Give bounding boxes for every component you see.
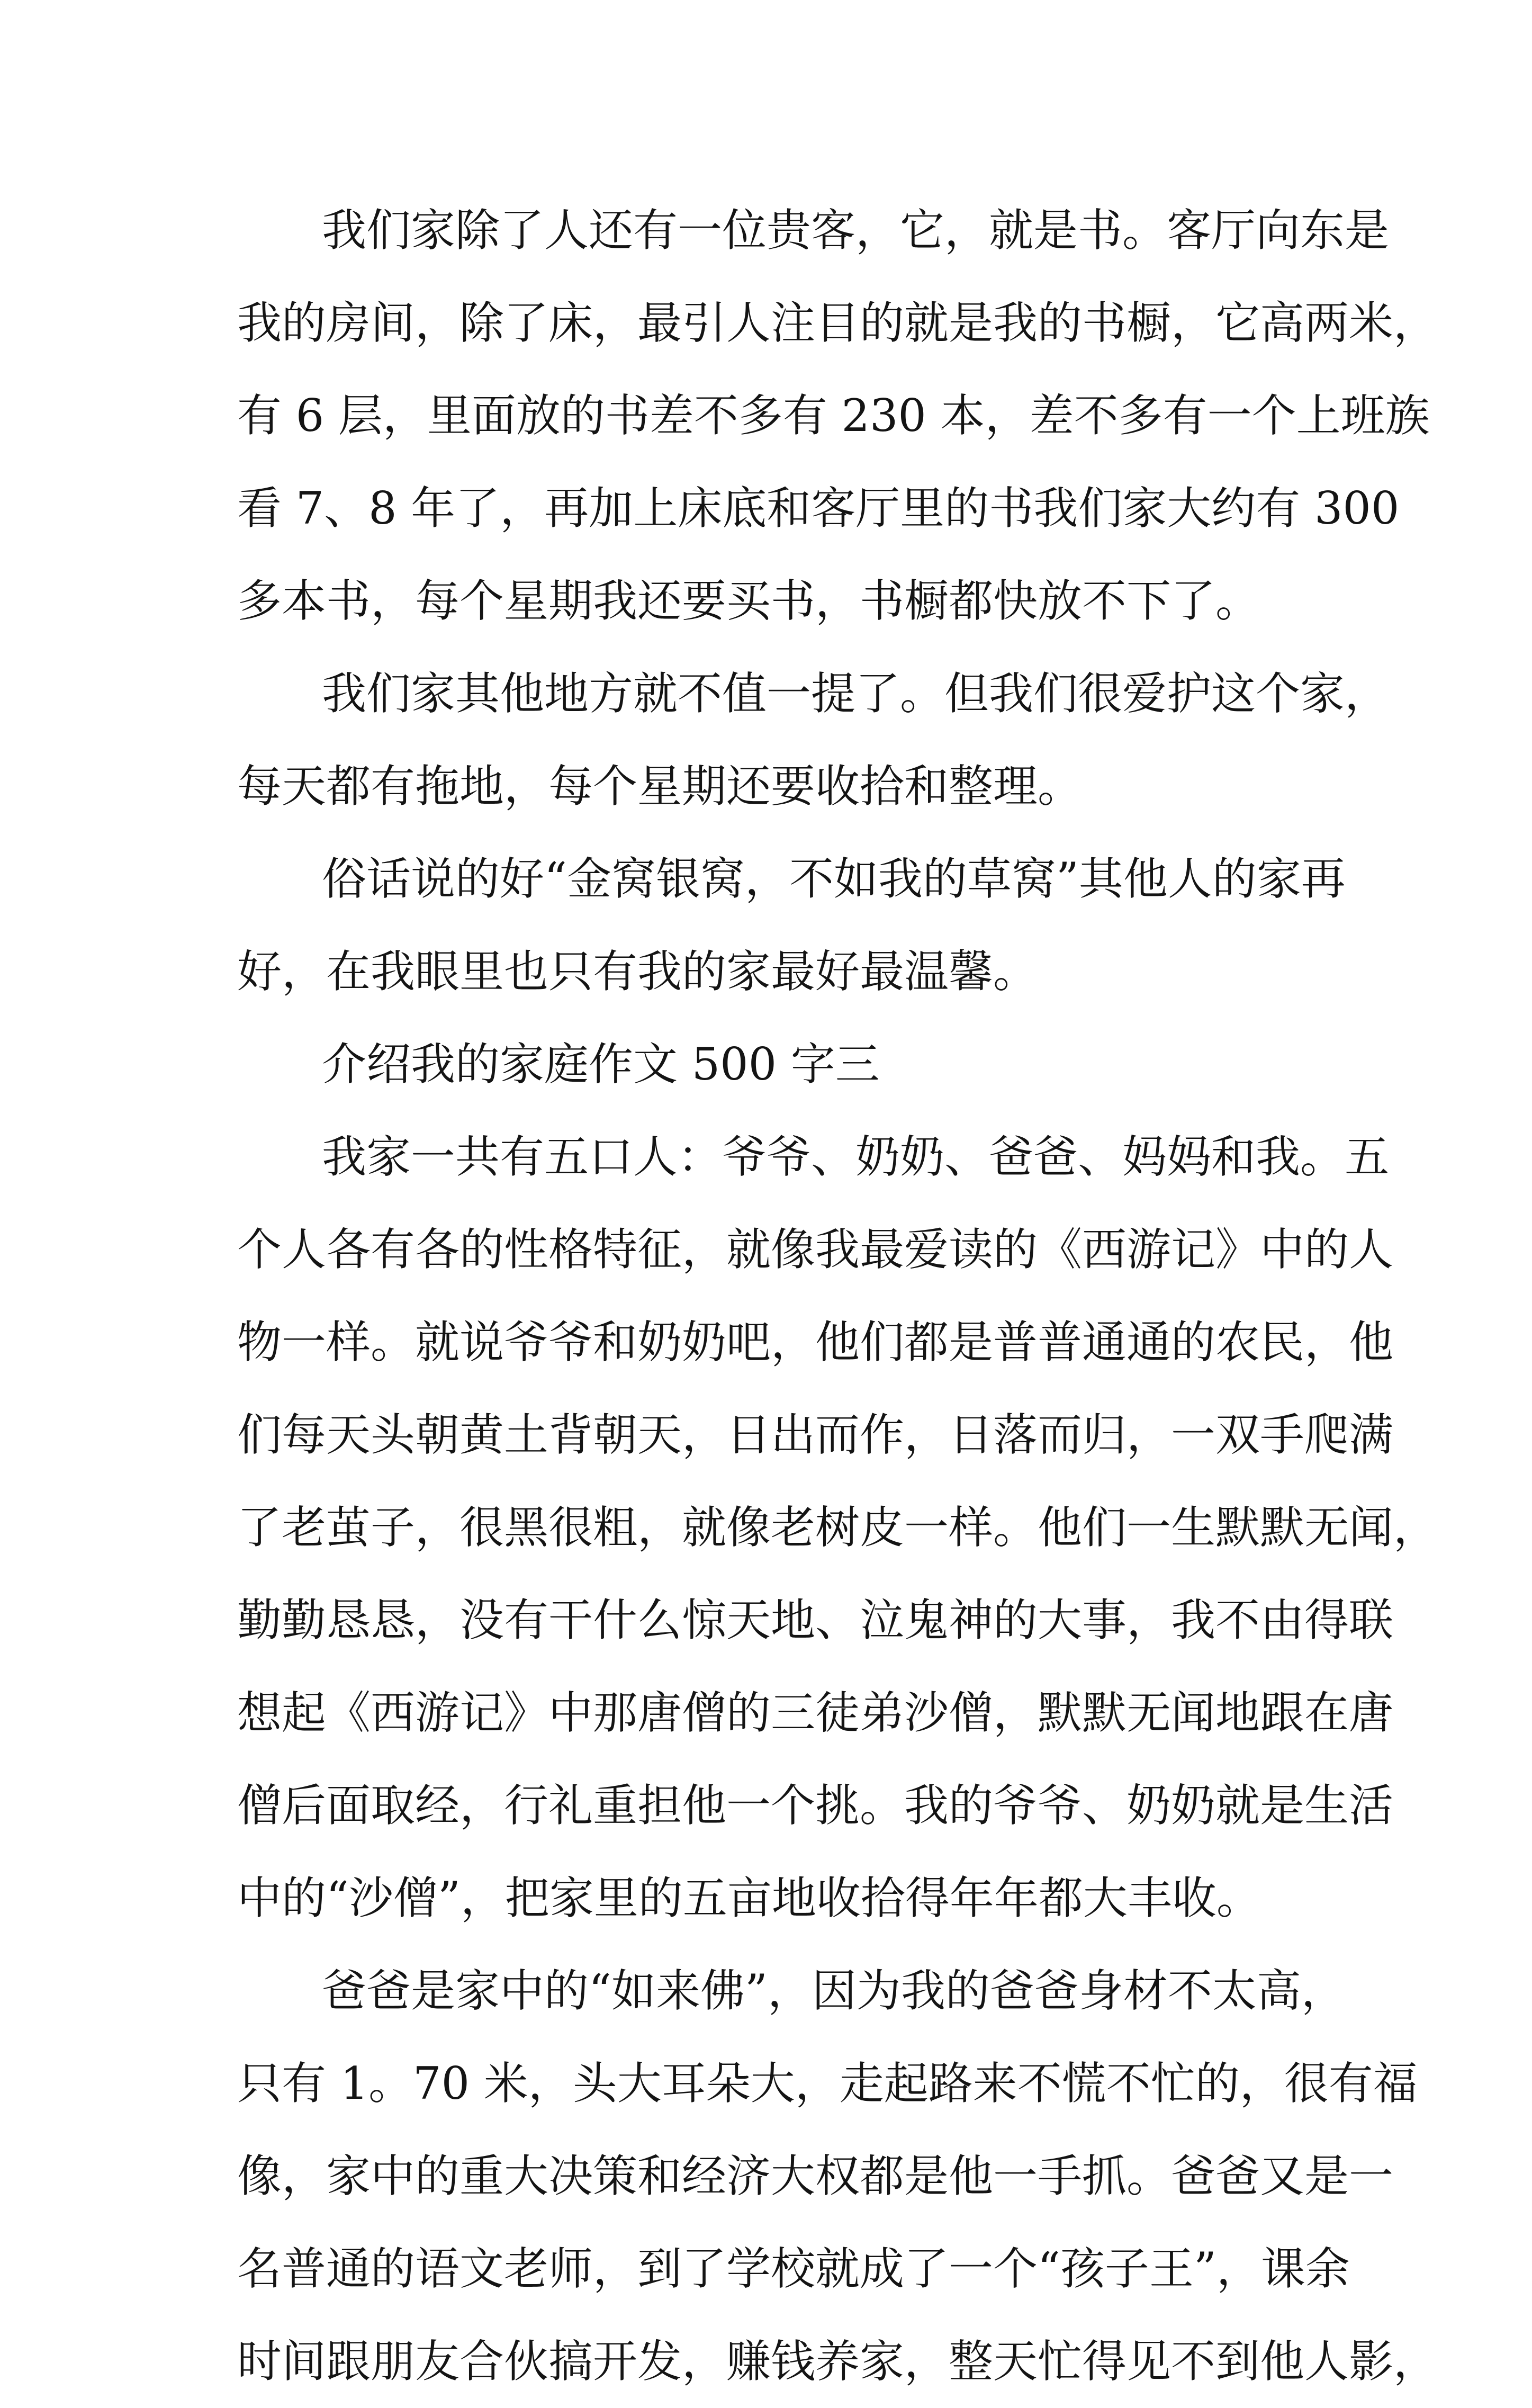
- paragraph-line: 有 6 层，里面放的书差不多有 230 本，差不多有一个上班族: [237, 390, 1430, 442]
- paragraph-line: 看 7、8 年了，再加上床底和客厅里的书我们家大约有 300: [237, 482, 1400, 534]
- paragraph-line: 爸爸是家中的“如来佛”，因为我的爸爸身材不太高，: [322, 1965, 1346, 2017]
- paragraph-line: 勤勤恳恳，没有干什么惊天地、泣鬼神的大事，我不由得联: [237, 1594, 1394, 1646]
- paragraph-line: 们每天头朝黄土背朝天，日出而作，日落而归，一双手爬满: [237, 1409, 1394, 1461]
- paragraph-line: 想起《西游记》中那唐僧的三徒弟沙僧，默默无闻地跟在唐: [237, 1687, 1394, 1739]
- paragraph-line: 名普通的语文老师，到了学校就成了一个“孩子王”，课余: [237, 2243, 1350, 2295]
- paragraph-line: 物一样。就说爷爷和奶奶吧，他们都是普普通通的农民，他: [237, 1316, 1394, 1368]
- section-heading: 介绍我的家庭作文 500 字三: [322, 1038, 880, 1090]
- paragraph-line: 我的房间，除了床，最引人注目的就是我的书橱，它高两米，: [237, 297, 1438, 349]
- document-body: [237, 184, 1438, 2408]
- paragraph-line: 中的“沙僧”，把家里的五亩地收拾得年年都大丰收。: [237, 1872, 1261, 1924]
- paragraph-line: 好，在我眼里也只有我的家最好最温馨。: [237, 946, 1038, 998]
- paragraph-line: 只有 1。70 米，头大耳朵大，走起路来不慌不忙的，很有福: [237, 2057, 1418, 2109]
- paragraph-line: 我们家其他地方就不值一提了。但我们很爱护这个家，: [322, 668, 1390, 720]
- paragraph-line: 每天都有拖地，每个星期还要收拾和整理。: [237, 760, 1083, 812]
- paragraph-line: 俗话说的好“金窝银窝，不如我的草窝”其他人的家再: [322, 853, 1346, 905]
- paragraph-line: 我们家除了人还有一位贵客，它，就是书。客厅向东是: [322, 204, 1390, 256]
- paragraph-line: 多本书，每个星期我还要买书，书橱都快放不下了。: [237, 575, 1260, 627]
- paragraph-line: 僧后面取经，行礼重担他一个挑。我的爷爷、奶奶就是生活: [237, 1780, 1394, 1831]
- paragraph-line: 了老茧子，很黑很粗，就像老树皮一样。他们一生默默无闻，: [237, 1502, 1438, 1553]
- paragraph-line: 个人各有各的性格特征，就像我最爱读的《西游记》中的人: [237, 1224, 1394, 1275]
- paragraph-line: 我家一共有五口人：爷爷、奶奶、爸爸、妈妈和我。五: [322, 1131, 1390, 1183]
- paragraph-line: 像，家中的重大决策和经济大权都是他一手抓。爸爸又是一: [237, 2150, 1394, 2202]
- paragraph-line: 时间跟朋友合伙搞开发，赚钱养家，整天忙得见不到他人影，: [237, 2335, 1438, 2387]
